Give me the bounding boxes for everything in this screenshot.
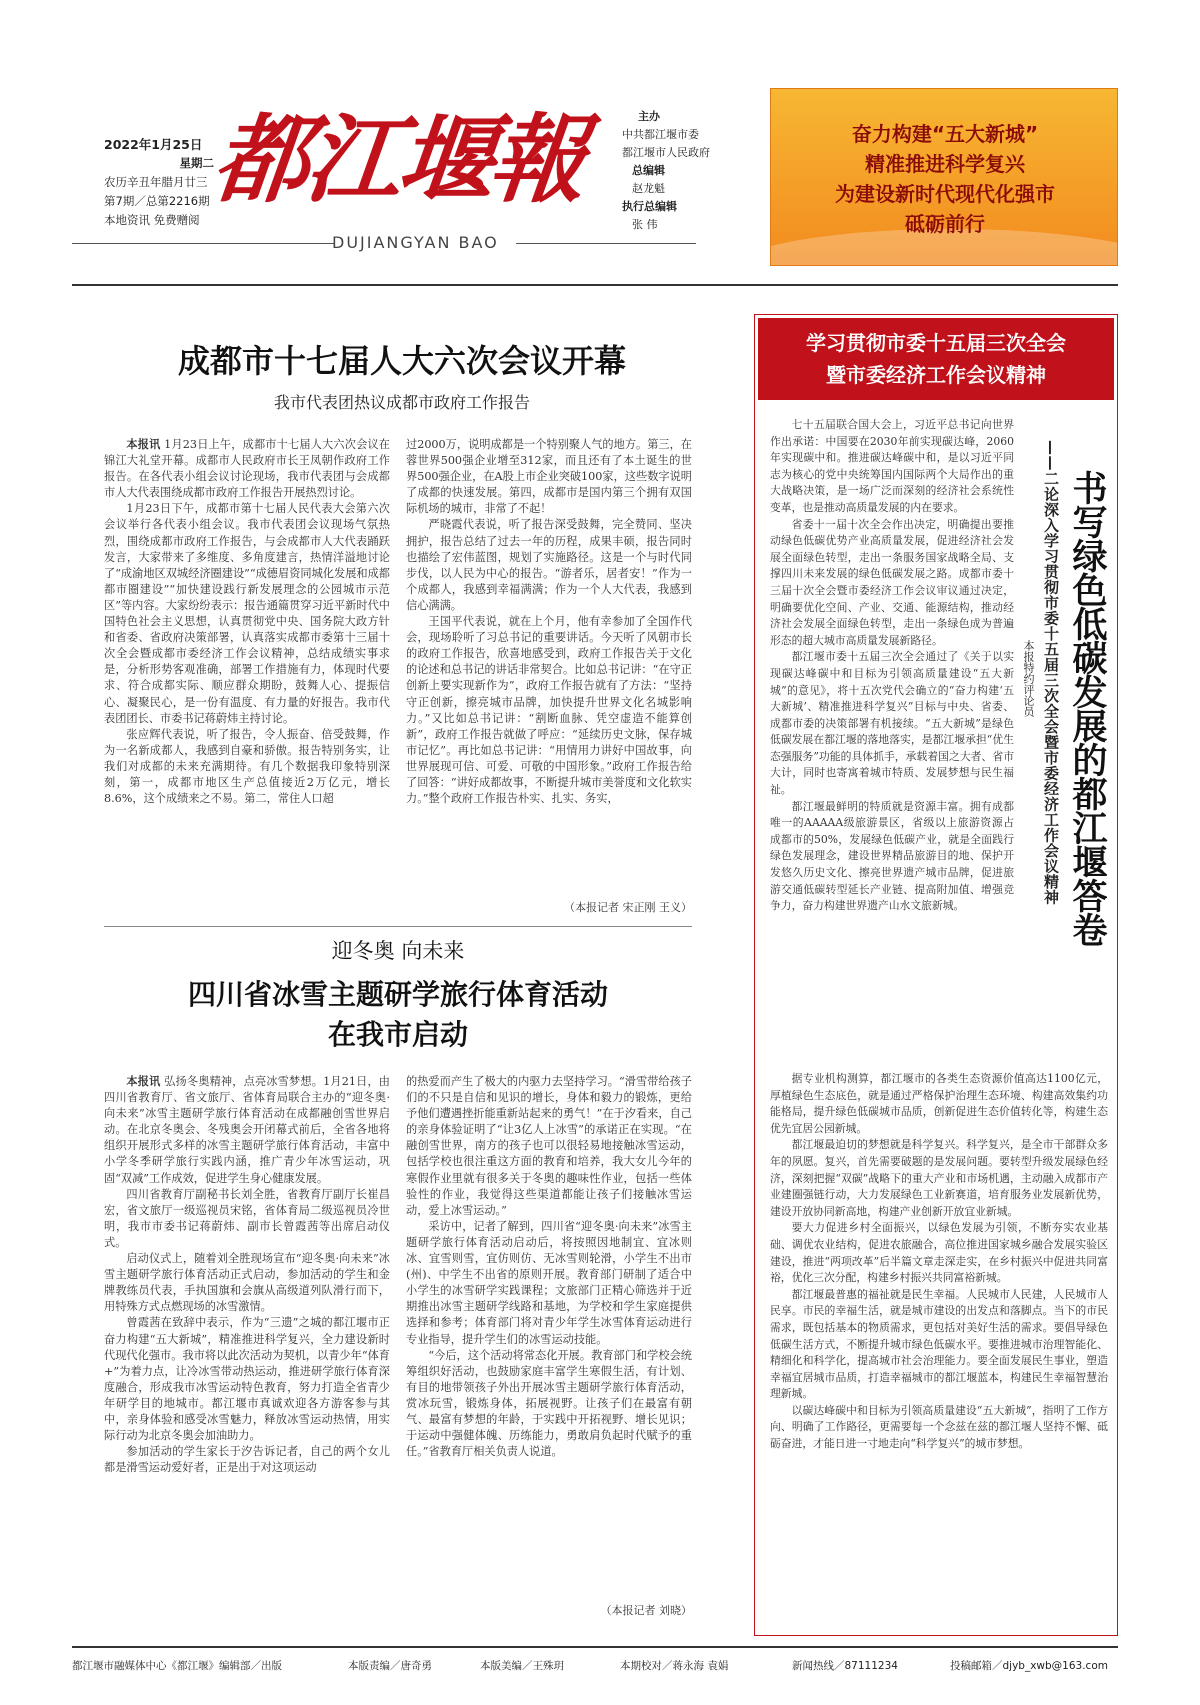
commentary-title: 书写绿色低碳发展的都江堰答卷	[1067, 470, 1108, 946]
commentary-para: 都江堰市委十五届三次全会通过了《关于以实现碳达峰碳中和目标为引领高质量建设“五大新城”的意见》，将十五次党代会确立的“奋力构建‘五大新城’、精准推进科学复兴”目标与中央、省委、成都市委的决策部署有机接续。“五大新城”是绿色低碳发展在都江堰的落地落实，是都江堰承担“优生态强服务”功能的具体抓手，承载着国之大者、省市大计，同时也寄寓着城市特质、发展梦想与民生福祉。	[770, 650, 1014, 797]
commentary-para: 据专业机构测算，都江堰市的各类生态资源价值高达1100亿元，厚植绿色生态底色，就是通过严格保护治理生态环境、构建高效集约功能格局，提升绿色低碳城市品质，创新促进生态价值转化等，构建生态优先宜居公园新城。	[770, 1072, 1108, 1135]
sponsor-2: 都江堰市人民政府	[622, 146, 710, 159]
article2-byline: （本报记者 刘晓）	[600, 1604, 692, 1617]
article2-headline-1: 四川省冰雪主题研学旅行体育活动	[187, 978, 608, 1011]
editor-name: 赵龙魁	[632, 182, 665, 195]
article1-para: 严晓霞代表说，听了报告深受鼓舞，完全赞同、坚决拥护，报告总结了过去一年的历程，成果丰硕，报告同时也描绘了宏伟蓝图，规划了实施路径。这是一个与时代同步伐，以人民为中心的报告。“游者乐，居者安！”作为一个成都人，我感到幸福满满；作为一个人大代表，我感到信心满满。	[406, 518, 692, 612]
commentary-para: 以碳达峰碳中和目标为引领高质量建设“五大新城”，指明了工作方向、明确了工作路径，更需要每一个念兹在兹的都江堰人坚持不懈、砥砺奋进，才能日进一寸地走向“科学复兴”的城市梦想。	[770, 1403, 1108, 1451]
article2-headline-2: 在我市启动	[327, 1018, 468, 1051]
commentary-para: 七十五届联合国大会上，习近平总书记向世界作出承诺：中国要在2030年前实现碳达峰，2060年实现碳中和。推进碳达峰碳中和，是以习近平同志为核心的党中央统筹国内国际两个大局作出的重大战略决策，是一场广泛而深刻的经济社会系统性变革，也是推动高质量发展的内在要求。	[770, 418, 1014, 514]
article2-para: “今后，这个活动将常态化开展。教育部门和学校会统筹组织好活动，也鼓励家庭丰富学生寒假生活，有计划、有目的地带领孩子外出开展冰雪主题研学旅行体育活动，赏冰玩雪，锻炼身体，拓展视野。让孩子们在最富有朝气、最富有梦想的年龄，于实践中开拓视野、增长见识；于运动中强健体魄、历练能力，勇敢肩负起时代赋予的重任。”省教育厅相关负责人说道。	[406, 1348, 692, 1459]
banner-line-1: 奋力构建“五大新城”	[851, 122, 1039, 146]
commentary-para: 都江堰最普惠的福祉就是民生幸福。人民城市人民建，人民城市人民享。市民的幸福生活，就是城市建设的出发点和落脚点。当下的市民需求，既包括基本的物质需求，更包括对美好生活的需求。要倡导绿色低碳生活方式，不断提升城市绿色低碳水平。要推进城市治理智能化、精细化和科学化，提高城市社会治理能力。要全面发展民生事业，塑造幸福宜居城市品质，打造幸福城市的都江堰蓝本，构建民生幸福智慧治理新城。	[770, 1287, 1108, 1401]
article1-headline: 成都市十七届人大六次会议开幕	[177, 342, 626, 380]
banner-line-3: 为建设新时代现代化强市	[835, 182, 1055, 206]
exec-editor-name: 张 伟	[632, 218, 658, 231]
free-note: 本地资讯 免费赠阅	[104, 213, 200, 227]
commentary-header-line-1: 学习贯彻市委十五届三次全会	[806, 331, 1066, 355]
article1-column-2	[406, 437, 692, 897]
slogan-banner	[770, 88, 1118, 266]
article2-para: 采访中，记者了解到，四川省“迎冬奥·向未来”冰雪主题研学旅行体育活动启动后，将按照因地制宜、宜冰则冰、宜雪则雪，宜仿则仿、无冰雪则轮滑，小学生不出市(州)、中学生不出省的原则开展。教育部门研制了适合中小学生的冰雪研学实践课程；文旅部门正精心筛选并于近期推出冰雪主题研学线路和基地，为学校和学生家庭提供选择和参考；体育部门将对青少年学生冰雪体育运动进行专业指导，提升学生们的冰雪运动技能。	[406, 1219, 692, 1346]
article2-para: 的热爱而产生了极大的内驱力去坚持学习。“滑雪带给孩子们的不只是自信和见识的增长，身体和毅力的锻炼，更给予他们遭遇挫折能重新站起来的勇气！”在于汐看来，自己的亲身体验证明了“让3亿人上冰雪”的承诺正在实现。“在融创雪世界，南方的孩子也可以很轻易地接触冰雪运动，包括学校也很注重这方面的教育和培养，我大女儿今年的寒假作业里就有很多关于冬奥的趣味性作业，包括一些体验性的作业，我觉得这些渠道都能让孩子们接触冰雪运动，爱上冰雪运动。”	[406, 1075, 692, 1217]
lunar-date: 农历辛丑年腊月廿三	[104, 175, 208, 189]
sponsor-label: 主办	[638, 110, 660, 123]
sponsor-1: 中共都江堰市委	[622, 128, 699, 141]
article1-para: 过2000万，说明成都是一个特别聚人气的地方。第三，在蓉世界500强企业增至312家，而且还有了本土诞生的世界500强企业，在A股上市企业突破100家，这些数字说明了成都的快速发展。第四，成都市是国内第三个拥有双国际机场的城市，非常了不起！	[406, 438, 692, 516]
banner-text	[771, 119, 1118, 239]
lead-tag: 本报讯	[126, 1075, 161, 1088]
article1-para: 本报讯 1月23日上午，成都市十七届人大六次会议在锦江大礼堂开幕。成都市人民政府市长王凤朝作政府工作报告。在各代表小组会议讨论现场，我市代表团与会成都市人大代表围绕成都市政府工作报告开展热烈讨论。	[104, 438, 390, 500]
article1-para: 王国平代表说，就在上个月，他有幸参加了全国作代会，现场聆听了习总书记的重要讲话。今天听了风朝市长的政府工作报告，欣喜地感受到，政府工作报告关于文化的论述和总书记的讲话非常契合。比如总书记讲：“在守正创新上要实现新作为”，政府工作报告就有了方法：“坚持守正创新，擦亮城市品牌，加快提升世界文化名城影响力。”又比如总书记讲：“割断血脉、凭空虚造不能算创新”，政府工作报告就做了呼应：“延续历史文脉，保存城市记忆”。再比如总书记讲：“用情用力讲好中国故事，向世界展现可信、可爱、可敬的中国形象。”政府工作报告给了回答：“讲好成都故事，不断提升城市美誉度和文化软实力。”整个政府工作报告朴实、扎实、务实，	[406, 615, 692, 806]
commentary-para: 省委十一届十次全会作出决定，明确提出要推动绿色低碳优势产业高质量发展，促进经济社会发展全面绿色转型，走出一条服务国家战略全局、支撑四川未来发展的绿色低碳发展之路。成都市委十三届十次全会暨市委经济工作会议审议通过决定，明确要优化空间、产业、交通、能源结构，推动经济社会发展全面绿色转型，走出一条绿色成为普遍形态的超大城市高质量发展新路径。	[770, 517, 1014, 647]
article2-column-2	[406, 1074, 692, 1594]
article2-para: 本报讯 弘扬冬奥精神，点亮冰雪梦想。1月21日，由四川省教育厅、省文旅厅、省体育局联合主办的“迎冬奥·向未来”冰雪主题研学旅行体育活动在成都融创雪世界启动。在北京冬奥会、冬残奥会开闭幕式前后，全省各地将组织开展形式多样的冰雪主题研学旅行体育活动，丰富中小学冬季研学旅行实践内涵，推广青少年冰雪运动，巩固“双减”工作成效，促进学生身心健康发展。	[104, 1075, 390, 1185]
article2-kicker: 迎冬奥 向未来	[331, 939, 465, 963]
issue-weekday: 星期二	[179, 156, 214, 170]
newspaper-pinyin: DUJIANGYAN BAO	[332, 233, 499, 252]
footer-email[interactable]: 投稿邮箱／djyb_xwb@163.com	[950, 1660, 1108, 1672]
footer-hotline: 新闻热线／87111234	[792, 1660, 898, 1672]
commentary-author: 本报特约评论员	[1022, 640, 1035, 717]
exec-editor-label: 执行总编辑	[622, 200, 677, 213]
article2-para: 曾霞茜在致辞中表示，作为“三遗”之城的都江堰市正奋力构建“五大新城”，精准推进科学复兴，全力建设新时代现代化强市。我市将以此次活动为契机，以青少年“体育+”为着力点，让冷冰雪带动热运动，推进研学旅行体育深度融合，形成我市冰雪运动特色教育，努力打造全省青少年研学目的地城市。都江堰市真诚欢迎各方游客参与其中，亲身体验和感受冰雪魅力，释放冰雪运动热情，用实际行动为北京冬奥会加油助力。	[104, 1316, 390, 1443]
article1-column-1	[104, 437, 390, 917]
footer-publisher: 都江堰市融媒体中心《都江堰》编辑部／出版	[72, 1660, 282, 1672]
commentary-bottom-text	[770, 1071, 1108, 1629]
banner-line-4: 砥砺前行	[905, 212, 985, 236]
banner-line-2: 精准推进科学复兴	[865, 152, 1025, 176]
masthead-credits	[622, 108, 712, 234]
article1-para: 1月23日下午，成都市第十七届人民代表大会第六次会议举行各代表小组会议。我市代表团会议现场气氛热烈，围绕成都市政府工作报告，与会成都市人大代表踊跃发言，大家带来了多维度、多角度建言，热情洋溢地讨论了“成渝地区双城经济圈建设”“成德眉资同城化发展和成都都市圈建设”“加快建设践行新发展理念的公园城市示范区”等内容。大家纷纷表示：报告通篇贯穿习近平新时代中国特色社会主义思想，认真贯彻党中央、国务院大政方针和省委、省政府决策部署，认真落实成都市委第十三届十次全会暨成都市委经济工作会议精神，总结成绩实事求是，分析形势客观准确，部署工作措施有力，体现时代要求、符合成都实际、顺应群众期盼，鼓舞人心、提振信心、凝聚民心，是一份有温度、有力量的好报告。我市代表团团长、市委书记蒋蔚炜主持讨论。	[104, 502, 390, 725]
article1-para: 张应辉代表说，听了报告，令人振奋、倍受鼓舞，作为一名新成都人，我感到自豪和骄傲。报告特别务实，让我们对成都的未来充满期待。有几个数据我印象特别深刻，第一，成都市地区生产总值接近2万亿元，增长8.6%，这个成绩来之不易。第二，常住人口超	[104, 727, 390, 806]
title-rule-left	[72, 243, 334, 244]
article1-subhead: 我市代表团热议成都市政府工作报告	[273, 393, 530, 412]
commentary-para: 都江堰最迫切的梦想就是科学复兴。科学复兴，是全市干部群众多年的夙愿。复兴，首先需要破题的是发展问题。要转型升级发展绿色经济，深刻把握“双碳”战略下的重大产业和市场机遇，主动融入成都市产业建圈强链行动，大力发展绿色工业新赛道，培育服务业发展新优势，建设开放协同新高地，构建产业创新开放宜业新城。	[770, 1138, 1108, 1218]
article1-byline: （本报记者 宋正刚 王义）	[564, 901, 692, 914]
issue-date: 2022年1月25日	[104, 137, 203, 152]
footer	[72, 1656, 1118, 1676]
editor-label: 总编辑	[632, 164, 665, 177]
article2-column-1	[104, 1074, 390, 1624]
newspaper-title: 都江堰報	[208, 103, 588, 216]
issue-number: 第7期／总第2216期	[104, 194, 210, 208]
footer-designer: 本版美编／王殊玥	[480, 1660, 564, 1672]
commentary-header-line-2: 暨市委经济工作会议精神	[826, 363, 1046, 387]
commentary-header	[758, 318, 1114, 400]
commentary-subtitle: ——二论深入学习贯彻市委十五届三次全会暨市委经济工作会议精神	[1042, 440, 1060, 905]
footer-rule	[72, 1646, 1118, 1648]
article-divider	[104, 926, 692, 927]
commentary-para: 都江堰最鲜明的特质就是资源丰富。拥有成都唯一的AAAAA级旅游景区，省级以上旅游资源占成都市的50%，发展绿色低碳产业，就是全面践行绿色发展理念，建设世界精品旅游目的地、保护开发悠久历史文化、擦亮世界遗产城市品牌，促进旅游交通低碳转型延长产业链、提高附加值、增强竞争力，奋力构建世界遗产山水文旅新城。	[770, 799, 1014, 913]
footer-proofreader: 本期校对／蒋永海 袁娟	[620, 1660, 729, 1672]
lead-tag: 本报讯	[126, 438, 161, 451]
footer-editor: 本版责编／唐奇勇	[348, 1660, 432, 1672]
article2-para: 四川省教育厅副秘书长刘全胜，省教育厅副厅长崔昌宏，省文旅厅一级巡视员宋铭，省体育局二级巡视员冷世明，我市市委书记蒋蔚炜、副市长曾霞茜等出席启动仪式。	[104, 1187, 390, 1249]
title-rule-right	[516, 243, 696, 244]
masthead-info	[104, 135, 224, 230]
commentary-top-text	[770, 417, 1014, 1069]
article2-para: 启动仪式上，随着刘全胜现场宣布“迎冬奥·向未来”冰雪主题研学旅行体育活动正式启动，参加活动的学生和金牌教练员代表，手执国旗和会旗从高级道列队滑行而下，用特殊方式点燃现场的冰雪激情。	[104, 1252, 390, 1314]
article2-para: 参加活动的学生家长于汐告诉记者，自己的两个女儿都是滑雪运动爱好者，正是出于对这项运动	[104, 1445, 390, 1475]
masthead-rule	[72, 284, 1118, 286]
commentary-para: 要大力促进乡村全面振兴，以绿色发展为引领，不断夯实农业基础、调优农业结构，促进农旅融合，高位推进国家城乡融合发展实验区建设，推进“两项改革”后半篇文章走深走实，在乡村振兴中促进共同富裕，优化三次分配，构建乡村振兴共同富裕新城。	[770, 1221, 1108, 1285]
